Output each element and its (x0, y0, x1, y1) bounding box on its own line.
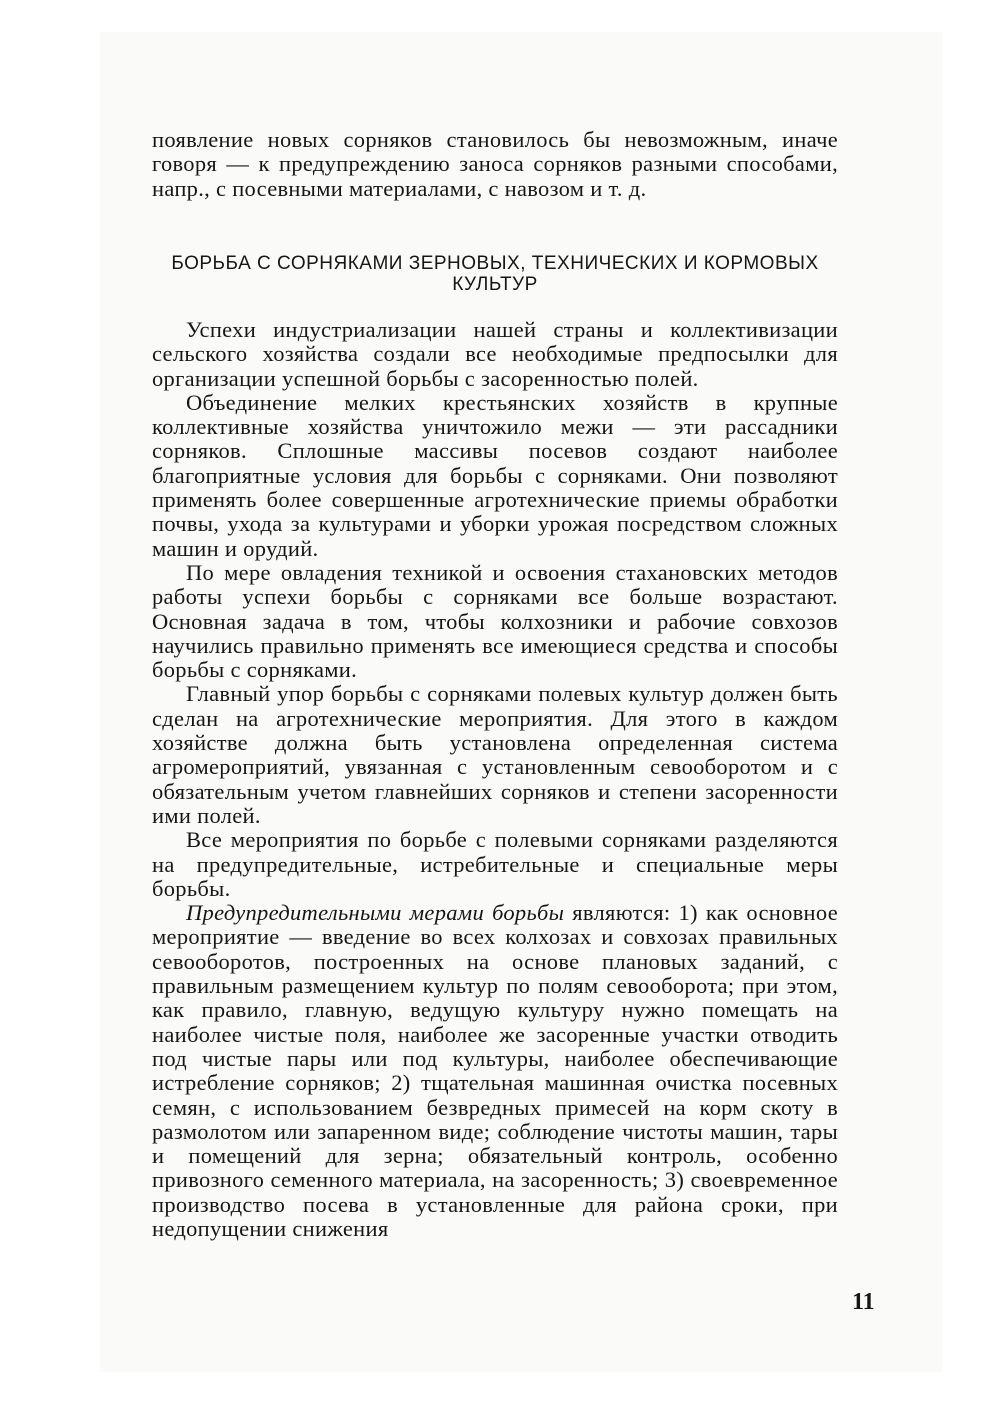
section-heading: БОРЬБА С СОРНЯКАМИ ЗЕРНОВЫХ, ТЕХНИЧЕСКИХ И КОРМОВЫХ КУЛЬТУР (171, 253, 819, 295)
body-text (152, 318, 838, 1241)
paragraph-5: Все мероприятия по борьбе с полевыми сорняками разделяются на предупредительные, истребительные и специальные меры борьбы. (152, 827, 838, 901)
italic-term: Предупредительными мерами борьбы (186, 900, 565, 926)
paragraph-3: По мере овладения техникой и освоения стахановских методов работы успехи борьбы с сорняками все больше возрастают. Основная задача в том, чтобы колхозники и рабочие совхозов научились правильно применять все имеющиеся средства и способы борьбы с сорняками. (152, 559, 838, 683)
paragraph-6-rest: являются: 1) как основное мероприятие — введение во всех колхозах и совхозах правильных севооборотов, построенных на основе плановых заданий, с правильным размещением культур по полям севооборота; при этом, как правило, главную, ведущую культуру нужно помещать на наиболее чистые поля, наиболее же засоренные участки отводить под чистые пары или под культуры, наиболее обеспечивающие истребление сорняков; 2) тщательная машинная очистка посевных семян, с использованием безвредных примесей на корм скоту в размолотом или запаренном виде; соблюдение чистоты машин, тары и помещений для зерна; обязательный контроль, особенно привозного семенного материала, на засоренность; 3) своевременное производство посева в установленные для района сроки, при недопущении снижения (152, 900, 839, 1241)
paragraph-1: Успехи индустриализации нашей страны и коллективизации сельского хозяйства создали все необходимые предпосылки для организации успешной борьбы с засоренностью полей. (152, 317, 838, 391)
paragraph-6 (152, 901, 838, 1241)
paragraph-2: Объединение мелких крестьянских хозяйств в крупные коллективные хозяйства уничтожило межи — эти рассадники сорняков. Сплошные массивы посевов создают наиболее благоприятные условия для борьбы с сорняками. Они позволяют применять более совершенные агротехнические приемы обработки почвы, ухода за культурами и уборки урожая посредством сложных машин и орудий. (152, 389, 838, 561)
page-number: 11 (852, 1289, 875, 1315)
intro-text (152, 128, 838, 201)
intro-paragraph: появление новых сорняков становилось бы невозможным, иначе говоря — к предупреждению заноса сорняков разными способами, напр., с посевными материалами, с навозом и т. д. (152, 127, 838, 201)
paragraph-4: Главный упор борьбы с сорняками полевых культур должен быть сделан на агротехнические мероприятия. Для этого в каждом хозяйстве должна быть установлена определенная система агромероприятий, увязанная с установленным севооборотом и с обязательным учетом главнейших сорняков и степени засоренности ими полей. (152, 681, 838, 828)
